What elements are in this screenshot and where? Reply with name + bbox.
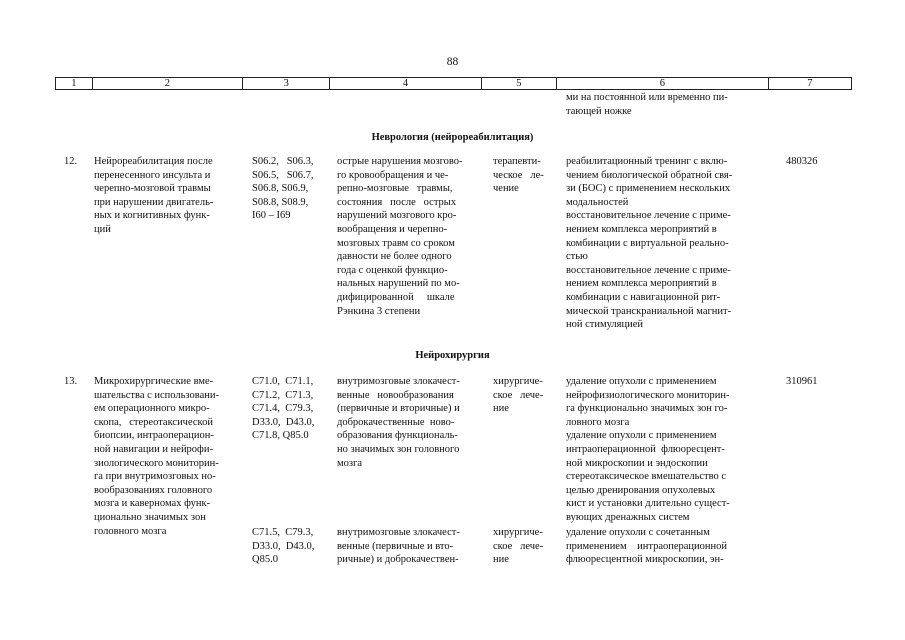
row-13-cost: 310961 <box>786 376 818 387</box>
row-12-name: Нейрореабилитация после перенесенного инсульта и черепно-мозговой травмы при нарушении двигатель- ных и когнитивных функ- ций <box>94 156 214 235</box>
continuation-text: ми на постоянной или временно пи- тающей ножке <box>566 92 728 117</box>
section-title-neurology: Неврология (нейрореабилитация) <box>371 132 534 143</box>
column-number-2: 2 <box>92 78 242 90</box>
row-12-treatment-type: терапевти- ческое ле- чение <box>493 156 544 195</box>
column-number-3: 3 <box>243 78 330 90</box>
row-13-patient-model-b: внутримозговые злокачест- венные (первичные и вто- ричные) и доброкачествен- <box>337 527 460 566</box>
row-12-method: реабилитационный тренинг с вклю- чением биологической обратной свя- зи (БОС) с применением нескольких модальностей восстановительное лечение с приме- нением комплекса мероприятий в комбинации с виртуальной реально- стью восстановительное лечение с приме- нением комплекса мероприятий в комбинации с навигационной рит- мической транскраниальной магнит- ной стимуляцией <box>566 156 733 331</box>
row-13-method-b: удаление опухоли с сочетанным применением интраоперационной флюоресцентной микроскопии, эн- <box>566 527 728 566</box>
column-number-7: 7 <box>768 78 851 90</box>
section-title-neurosurgery: Нейрохирургия <box>415 350 490 361</box>
row-12-patient-model: острые нарушения мозгово- го кровообращения и че- репно-мозговые травмы, состояния после острых нарушений мозгового кро- вообращения и черепно- мозговых травм со сроком давности не более одного года с оценкой функцио- нальных нарушений по мо- дифицированной шкале Рэнкина 3 степени <box>337 156 463 317</box>
column-number-4: 4 <box>330 78 481 90</box>
row-13-name: Микрохирургические вме- шательства с использовани- ем операционного микро- скопа, стереотаксической биопсии, интраоперацион- ной навигации и нейрофи- зиологического мониторин- га при внутримозговых но- вообразованиях головного мозга и каверномах функ- ционально значимых зон головного мозга <box>94 376 219 537</box>
row-13-treatment-type-b: хирургиче- ское лече- ние <box>493 527 544 566</box>
row-12-number: 12. <box>64 156 78 167</box>
row-12-codes: S06.2, S06.3, S06.5, S06.7, S06.8, S06.9, S08.8, S08.9, I60 – I69 <box>252 156 314 222</box>
row-13-patient-model-a: внутримозговые злокачест- венные новообразования (первичные и вторичные) и доброкачественные ново- образования функциональ- но значимых зон головного мозга <box>337 376 460 469</box>
row-12-cost: 480326 <box>786 156 818 167</box>
row-13-codes-a: C71.0, C71.1, C71.2, C71.3, C71.4, C79.3, D33.0, D43.0, C71.8, Q85.0 <box>252 376 315 442</box>
column-number-5: 5 <box>481 78 556 90</box>
page-number: 88 <box>446 56 459 68</box>
row-13-codes-b: C71.5, C79.3, D33.0, D43.0, Q85.0 <box>252 527 315 566</box>
row-13-treatment-type-a: хирургиче- ское лече- ние <box>493 376 544 415</box>
column-header-row <box>55 77 852 90</box>
column-number-6: 6 <box>556 78 768 90</box>
row-13-number: 13. <box>64 376 78 387</box>
row-13-method-a: удаление опухоли с применением нейрофизиологического мониторин- га функционально значимых зон го- ловного мозга удаление опухоли с применением интраоперационной флюоресцент- ной микроскопии и эндоскопии стереотаксическое вмешательство с целью дренирования опухолевых кист и установки длительно сущест- вующих дренажных систем <box>566 376 730 523</box>
column-number-1: 1 <box>56 78 93 90</box>
